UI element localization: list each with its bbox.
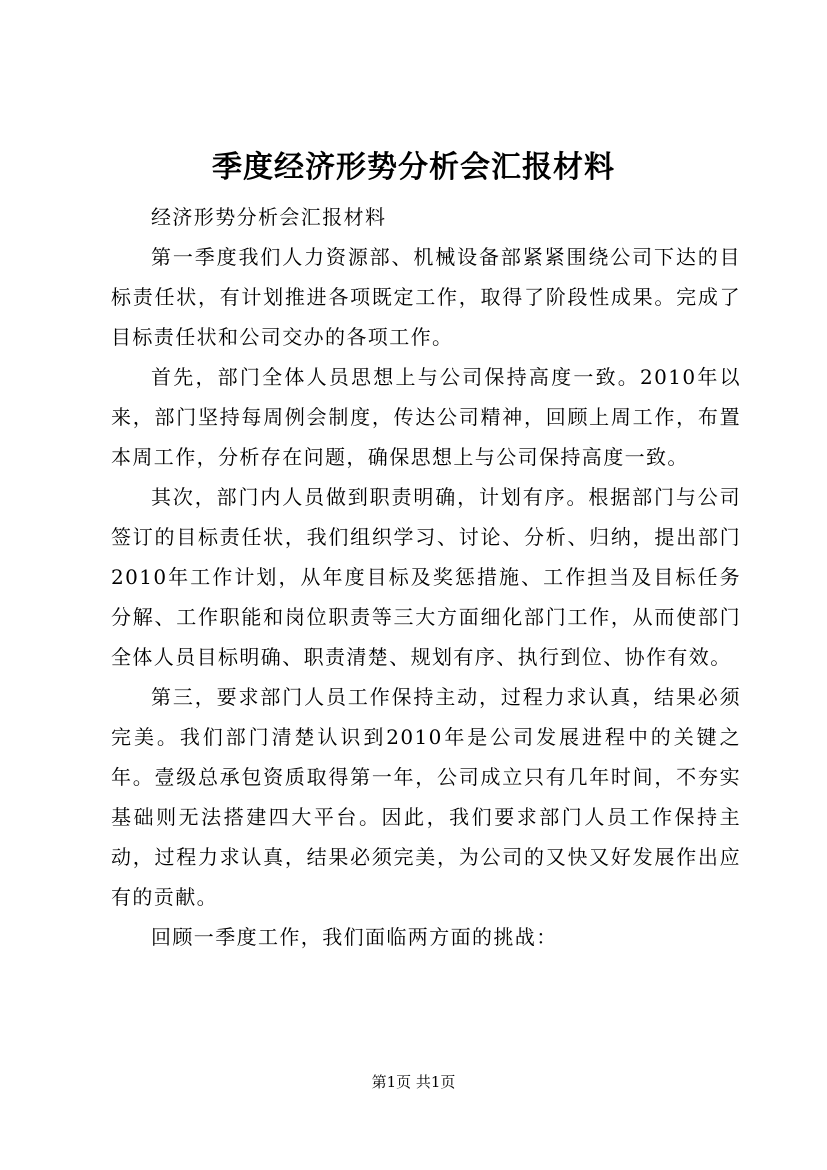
paragraph-subtitle: 经济形势分析会汇报材料: [151, 205, 387, 229]
page-footer: 第1页 共1页: [371, 1073, 456, 1091]
paragraph-third: 第三，要求部门人员工作保持主动，过程力求认真，结果必须完美。我们部门清楚认识到2010年是公司发展进程中的关键之年。壹级总承包资质取得第一年，公司成立只有几年时间，不夯实基础则无法搭建四大平台。因此，我们要求部门人员工作保持主动，过程力求认真，结果必须完美，为公司的又快又好发展作出应有的贡献。: [111, 685, 741, 909]
paragraph-first: 首先，部门全体人员思想上与公司保持高度一致。2010年以来，部门坚持每周例会制度，传达公司精神，回顾上周工作，布置本周工作，分析存在问题，确保思想上与公司保持高度一致。: [111, 365, 741, 469]
paragraph-intro: 第一季度我们人力资源部、机械设备部紧紧围绕公司下达的目标责任状，有计划推进各项既定工作，取得了阶段性成果。完成了目标责任状和公司交办的各项工作。: [111, 245, 741, 349]
document-title: 季度经济形势分析会汇报材料: [212, 150, 615, 185]
document-body: [111, 197, 741, 957]
paragraph-second: 其次，部门内人员做到职责明确，计划有序。根据部门与公司签订的目标责任状，我们组织学习、讨论、分析、归纳，提出部门2010年工作计划，从年度目标及奖惩措施、工作担当及目标任务分解、工作职能和岗位职责等三大方面细化部门工作，从而使部门全体人员目标明确、职责清楚、规划有序、执行到位、协作有效。: [111, 485, 741, 669]
paragraph-review: 回顾一季度工作，我们面临两方面的挑战：: [151, 925, 558, 949]
